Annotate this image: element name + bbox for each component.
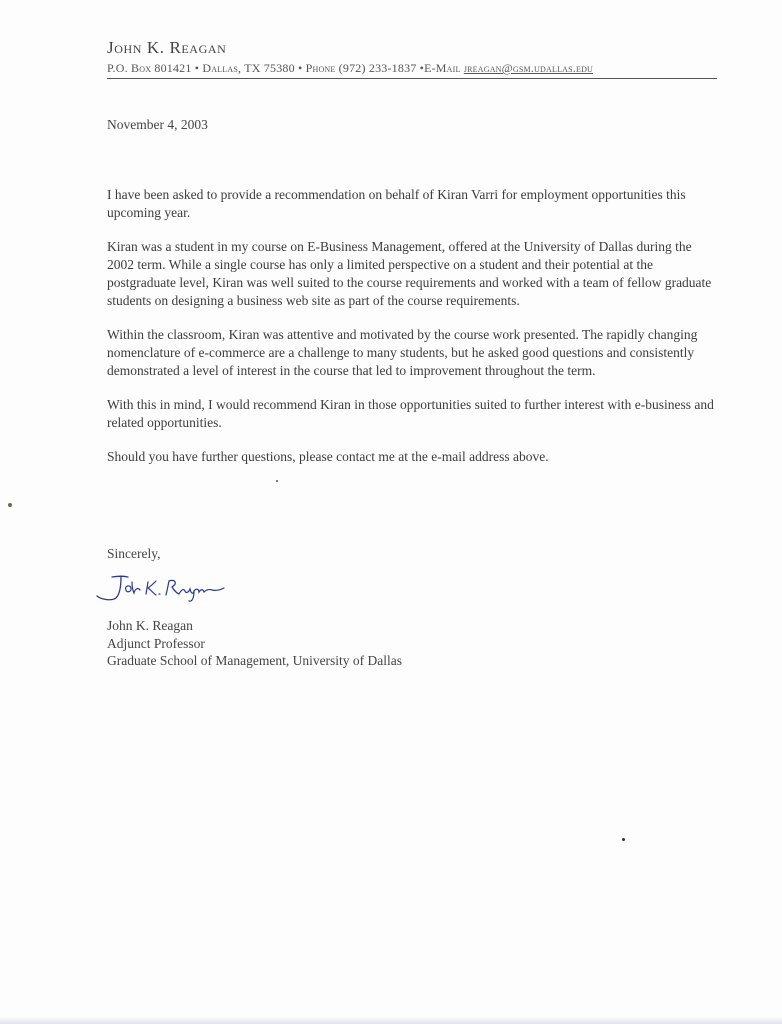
signer-title: Adjunct Professor [107,635,205,651]
signer-name: John K. Reagan [107,618,193,633]
letterhead-email: jreagan@gsm.udallas.edu [463,61,594,75]
letter-body [107,186,719,482]
letterhead-address-phone: P.O. Box 801421 • Dallas, TX 75380 • Phone (972) 233-1837 •E-Mail [107,61,464,75]
signer-block [107,617,402,670]
letterhead-contact [107,60,717,76]
closing: Sincerely, [107,546,161,561]
letterhead [107,38,717,76]
scan-speck [276,480,278,482]
paragraph: Within the classroom, Kiran was attentive and motivated by the course work presented. The rapidly changing nomenclature of e-commerce are a challenge to many students, but he asked good questions and consistently demonstrated a level of interest in the course that led to improvement throughout the term. [107,327,698,378]
paragraph: With this in mind, I would recommend Kiran in those opportunities suited to further interest with e-business and related opportunities. [107,397,714,430]
scan-speck [622,838,625,841]
paragraph: Kiran was a student in my course on E-Business Management, offered at the University of Dallas during the 2002 term. While a single course has only a limited perspective on a student and their potential at the postgraduate level, Kiran was well suited to the course requirements and worked with a team of fellow graduate students on designing a business web site as part of the course requirements. [107,239,712,308]
scan-bottom-edge [0,1016,782,1024]
signer-affiliation: Graduate School of Management, University of Dallas [107,653,403,668]
letterhead-name: John K. Reagan [107,38,227,57]
paragraph: Should you have further questions, please contact me at the e-mail address above. [107,449,549,464]
letterhead-divider [107,78,717,79]
scan-speck [8,503,12,507]
handwritten-signature [90,568,230,608]
letter-date: November 4, 2003 [107,117,208,132]
paragraph: I have been asked to provide a recommendation on behalf of Kiran Varri for employment opportunities this upcoming year. [107,187,686,220]
